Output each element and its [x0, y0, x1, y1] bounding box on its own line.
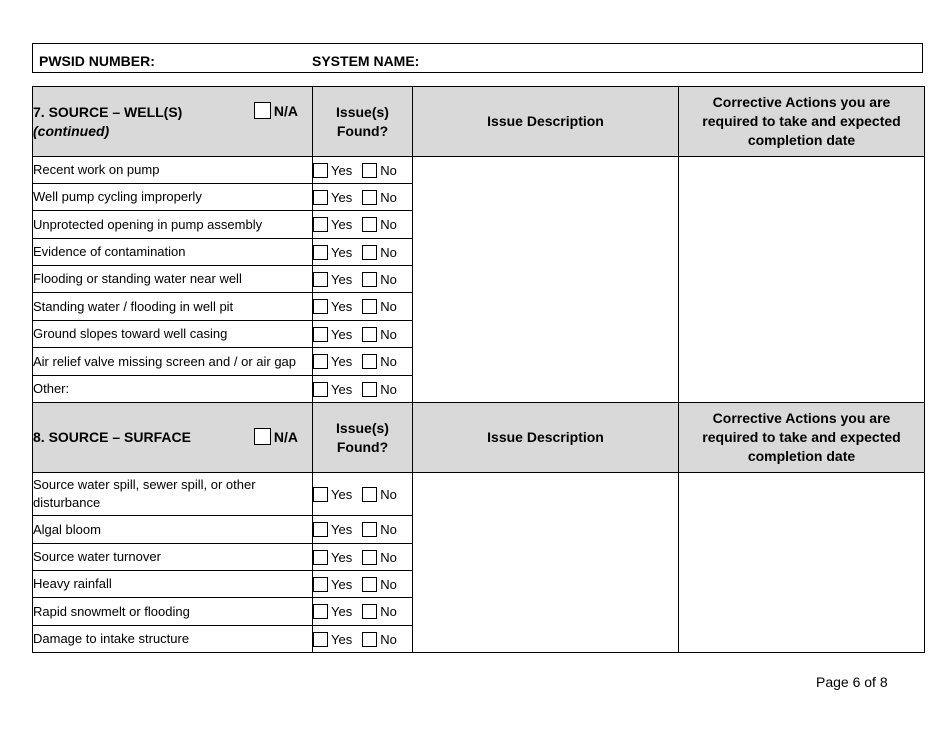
yes-checkbox[interactable]	[313, 163, 328, 178]
no-checkbox[interactable]	[362, 632, 377, 647]
no-label: No	[380, 522, 397, 537]
item-label: Damage to intake structure	[33, 626, 313, 653]
item-label: Ground slopes toward well casing	[33, 321, 313, 348]
yes-checkbox[interactable]	[313, 487, 328, 502]
section-7-subtitle: (continued)	[33, 122, 110, 139]
item-label: Unprotected opening in pump assembly	[33, 211, 313, 239]
yes-label: Yes	[331, 299, 353, 314]
section-7-na-option[interactable]	[254, 102, 298, 121]
no-label: No	[380, 162, 397, 178]
issue-found-options	[313, 266, 413, 293]
no-label: No	[380, 244, 397, 260]
corrective-actions-header	[679, 87, 925, 157]
section-8-na-checkbox[interactable]	[254, 428, 271, 445]
yes-label: Yes	[331, 381, 353, 397]
corrective-actions-header	[679, 403, 925, 473]
issue-found-options	[313, 211, 413, 239]
system-name-label: SYSTEM NAME:	[312, 53, 420, 69]
issue-description-field[interactable]	[413, 473, 679, 653]
yes-label: Yes	[331, 326, 353, 342]
yes-label: Yes	[331, 549, 353, 565]
item-label: Heavy rainfall	[33, 571, 313, 598]
yes-label: Yes	[331, 189, 353, 205]
yes-checkbox[interactable]	[313, 190, 328, 205]
issue-found-options	[313, 544, 413, 571]
item-label: Recent work on pump	[33, 157, 313, 184]
issue-found-options	[313, 239, 413, 266]
no-label: No	[380, 217, 397, 232]
corrective-actions-line2: required to take and expected	[702, 429, 901, 445]
issues-found-header-line2: Found?	[336, 438, 389, 455]
yes-checkbox[interactable]	[313, 272, 328, 287]
item-label: Other:	[33, 376, 313, 403]
no-checkbox[interactable]	[362, 272, 377, 287]
section-7-header-row	[33, 87, 925, 157]
no-checkbox[interactable]	[362, 550, 377, 565]
no-label: No	[380, 576, 397, 592]
yes-checkbox[interactable]	[313, 604, 328, 619]
yes-label: Yes	[331, 631, 353, 647]
issue-found-options	[313, 626, 413, 653]
no-checkbox[interactable]	[362, 487, 377, 502]
issues-found-header-line1: Issue(s)	[336, 103, 389, 120]
corrective-actions-line3: completion date	[747, 448, 856, 464]
yes-label: Yes	[331, 576, 353, 592]
table-row	[33, 157, 925, 184]
section-7-title	[33, 87, 313, 157]
issue-found-options	[313, 321, 413, 348]
yes-label: Yes	[331, 244, 353, 260]
corrective-actions-line1: Corrective Actions you are	[712, 94, 891, 110]
yes-checkbox[interactable]	[313, 354, 328, 369]
item-label: Air relief valve missing screen and / or air gap	[33, 348, 313, 376]
issue-found-options	[313, 516, 413, 544]
no-label: No	[380, 326, 397, 342]
item-label: Source water spill, sewer spill, or other disturbance	[33, 473, 313, 516]
issues-found-header	[313, 403, 413, 473]
item-label: Flooding or standing water near well	[33, 266, 313, 293]
no-checkbox[interactable]	[362, 522, 377, 537]
table-row	[33, 473, 925, 516]
item-label: Well pump cycling improperly	[33, 184, 313, 211]
item-label: Standing water / flooding in well pit	[33, 293, 313, 321]
no-checkbox[interactable]	[362, 327, 377, 342]
issue-found-options	[313, 157, 413, 184]
corrective-actions-field[interactable]	[679, 473, 925, 653]
section-7-title-text: 7. SOURCE – WELL(S)	[33, 103, 183, 120]
yes-label: Yes	[331, 522, 353, 537]
issue-found-options	[313, 598, 413, 626]
system-header-box	[32, 43, 923, 73]
section-8-na-label: N/A	[273, 429, 298, 445]
item-label: Rapid snowmelt or flooding	[33, 598, 313, 626]
section-8-title	[33, 403, 313, 473]
pwsid-label: PWSID NUMBER:	[39, 53, 155, 69]
yes-checkbox[interactable]	[313, 382, 328, 397]
no-checkbox[interactable]	[362, 604, 377, 619]
no-checkbox[interactable]	[362, 382, 377, 397]
yes-label: Yes	[331, 271, 353, 287]
no-label: No	[380, 271, 397, 287]
no-checkbox[interactable]	[362, 245, 377, 260]
yes-checkbox[interactable]	[313, 327, 328, 342]
issues-found-header-line1: Issue(s)	[336, 419, 389, 436]
section-8-na-option[interactable]	[254, 428, 298, 447]
issue-description-field[interactable]	[413, 157, 679, 403]
issue-found-options	[313, 473, 413, 516]
issue-found-options	[313, 376, 413, 403]
no-label: No	[380, 354, 397, 369]
no-label: No	[380, 381, 397, 397]
no-label: No	[380, 486, 397, 502]
issues-found-header-line2: Found?	[336, 122, 389, 139]
no-label: No	[380, 631, 397, 647]
section-7-table	[32, 86, 925, 403]
issue-description-header: Issue Description	[413, 87, 679, 157]
no-checkbox[interactable]	[362, 163, 377, 178]
yes-checkbox[interactable]	[313, 632, 328, 647]
no-checkbox[interactable]	[362, 190, 377, 205]
no-label: No	[380, 604, 397, 619]
no-checkbox[interactable]	[362, 577, 377, 592]
yes-label: Yes	[331, 486, 353, 502]
issue-found-options	[313, 348, 413, 376]
no-label: No	[380, 549, 397, 565]
page-number: Page 6 of 8	[816, 674, 888, 690]
yes-checkbox[interactable]	[313, 522, 328, 537]
corrective-actions-line2: required to take and expected	[702, 113, 901, 129]
yes-checkbox[interactable]	[313, 299, 328, 314]
corrective-actions-line3: completion date	[747, 132, 856, 148]
item-label: Algal bloom	[33, 516, 313, 544]
section-8-title-text: 8. SOURCE – SURFACE	[33, 429, 191, 445]
yes-checkbox[interactable]	[313, 550, 328, 565]
item-label: Evidence of contamination	[33, 239, 313, 266]
no-label: No	[380, 189, 397, 205]
yes-label: Yes	[331, 354, 353, 369]
issue-found-options	[313, 184, 413, 211]
issue-found-options	[313, 293, 413, 321]
issues-found-header	[313, 87, 413, 157]
issue-found-options	[313, 571, 413, 598]
section-7-na-checkbox[interactable]	[254, 102, 271, 119]
section-8-header-row	[33, 403, 925, 473]
corrective-actions-field[interactable]	[679, 157, 925, 403]
yes-checkbox[interactable]	[313, 217, 328, 232]
section-7-na-label: N/A	[273, 103, 298, 119]
item-label: Source water turnover	[33, 544, 313, 571]
yes-checkbox[interactable]	[313, 577, 328, 592]
yes-label: Yes	[331, 217, 353, 232]
yes-label: Yes	[331, 604, 353, 619]
no-checkbox[interactable]	[362, 354, 377, 369]
yes-checkbox[interactable]	[313, 245, 328, 260]
yes-label: Yes	[331, 162, 353, 178]
section-8-table	[32, 402, 925, 653]
no-checkbox[interactable]	[362, 217, 377, 232]
no-label: No	[380, 299, 397, 314]
corrective-actions-line1: Corrective Actions you are	[712, 410, 891, 426]
no-checkbox[interactable]	[362, 299, 377, 314]
issue-description-header: Issue Description	[413, 403, 679, 473]
